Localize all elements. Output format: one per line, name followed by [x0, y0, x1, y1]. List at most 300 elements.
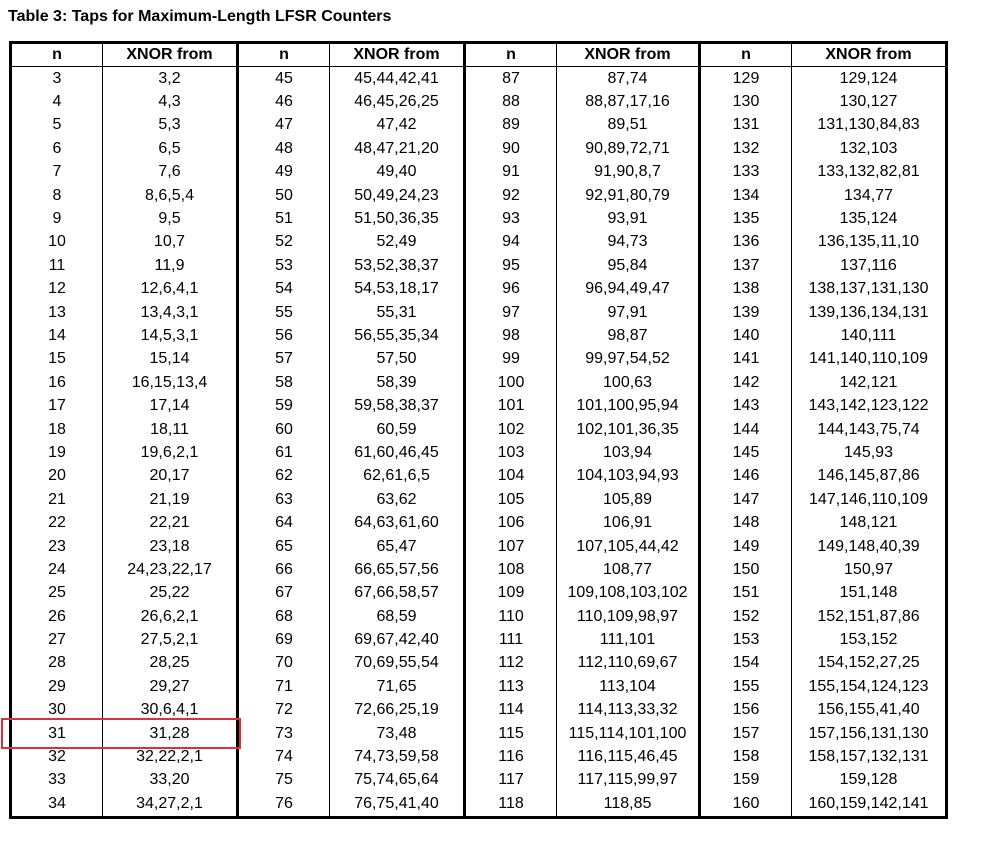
cell-xnor-4: 137,116 [792, 254, 947, 277]
cell-xnor-2: 74,73,59,58 [330, 745, 465, 768]
cell-n-4: 156 [700, 699, 792, 722]
cell-n-1: 3 [11, 67, 103, 91]
cell-xnor-4: 151,148 [792, 582, 947, 605]
cell-xnor-1: 5,3 [103, 114, 238, 137]
cell-n-1: 34 [11, 792, 103, 817]
cell-xnor-4: 152,151,87,86 [792, 605, 947, 628]
header-n-2: n [238, 43, 330, 67]
cell-xnor-3: 102,101,36,35 [557, 418, 700, 441]
cell-xnor-1: 31,28 [103, 722, 238, 745]
cell-xnor-1: 3,2 [103, 67, 238, 91]
cell-n-4: 160 [700, 792, 792, 817]
cell-xnor-3: 106,91 [557, 511, 700, 534]
cell-n-4: 147 [700, 488, 792, 511]
cell-xnor-4: 149,148,40,39 [792, 535, 947, 558]
cell-n-3: 115 [465, 722, 557, 745]
cell-n-2: 48 [238, 137, 330, 160]
table-row [11, 278, 947, 301]
cell-n-3: 100 [465, 371, 557, 394]
cell-xnor-3: 114,113,33,32 [557, 699, 700, 722]
cell-xnor-2: 52,49 [330, 231, 465, 254]
cell-xnor-1: 12,6,4,1 [103, 278, 238, 301]
cell-xnor-2: 64,63,61,60 [330, 511, 465, 534]
cell-n-4: 144 [700, 418, 792, 441]
cell-xnor-1: 34,27,2,1 [103, 792, 238, 817]
cell-xnor-1: 18,11 [103, 418, 238, 441]
table-row [11, 488, 947, 511]
cell-xnor-4: 160,159,142,141 [792, 792, 947, 817]
cell-xnor-2: 46,45,26,25 [330, 90, 465, 113]
cell-xnor-3: 96,94,49,47 [557, 278, 700, 301]
table-row [11, 558, 947, 581]
cell-xnor-4: 156,155,41,40 [792, 699, 947, 722]
cell-n-2: 57 [238, 348, 330, 371]
table-row [11, 745, 947, 768]
header-xnor-2: XNOR from [330, 43, 465, 67]
cell-n-1: 24 [11, 558, 103, 581]
table-row [11, 675, 947, 698]
cell-n-4: 133 [700, 161, 792, 184]
cell-xnor-4: 158,157,132,131 [792, 745, 947, 768]
cell-xnor-4: 138,137,131,130 [792, 278, 947, 301]
cell-xnor-1: 7,6 [103, 161, 238, 184]
cell-n-1: 13 [11, 301, 103, 324]
cell-xnor-3: 111,101 [557, 628, 700, 651]
cell-n-4: 134 [700, 184, 792, 207]
cell-n-4: 131 [700, 114, 792, 137]
cell-n-2: 60 [238, 418, 330, 441]
cell-n-1: 26 [11, 605, 103, 628]
cell-n-4: 155 [700, 675, 792, 698]
cell-n-3: 117 [465, 769, 557, 792]
table-row [11, 301, 947, 324]
cell-xnor-4: 131,130,84,83 [792, 114, 947, 137]
cell-n-1: 8 [11, 184, 103, 207]
cell-xnor-3: 118,85 [557, 792, 700, 817]
cell-n-3: 92 [465, 184, 557, 207]
table-row [11, 792, 947, 817]
cell-n-2: 74 [238, 745, 330, 768]
cell-n-4: 130 [700, 90, 792, 113]
cell-n-4: 151 [700, 582, 792, 605]
cell-xnor-4: 154,152,27,25 [792, 652, 947, 675]
cell-xnor-4: 150,97 [792, 558, 947, 581]
table-row [11, 628, 947, 651]
cell-xnor-2: 57,50 [330, 348, 465, 371]
cell-xnor-2: 47,42 [330, 114, 465, 137]
cell-xnor-3: 105,89 [557, 488, 700, 511]
cell-xnor-2: 60,59 [330, 418, 465, 441]
cell-n-4: 158 [700, 745, 792, 768]
cell-n-1: 10 [11, 231, 103, 254]
cell-n-3: 91 [465, 161, 557, 184]
cell-xnor-1: 14,5,3,1 [103, 324, 238, 347]
cell-xnor-3: 103,94 [557, 441, 700, 464]
cell-xnor-3: 88,87,17,16 [557, 90, 700, 113]
cell-n-1: 25 [11, 582, 103, 605]
table-row [11, 441, 947, 464]
cell-n-3: 87 [465, 67, 557, 91]
cell-xnor-2: 65,47 [330, 535, 465, 558]
cell-n-3: 99 [465, 348, 557, 371]
cell-xnor-4: 143,142,123,122 [792, 394, 947, 417]
cell-xnor-2: 59,58,38,37 [330, 394, 465, 417]
table-row [11, 769, 947, 792]
cell-n-1: 32 [11, 745, 103, 768]
cell-n-3: 114 [465, 699, 557, 722]
cell-xnor-4: 140,111 [792, 324, 947, 347]
cell-n-1: 7 [11, 161, 103, 184]
cell-n-3: 109 [465, 582, 557, 605]
cell-n-2: 49 [238, 161, 330, 184]
cell-n-2: 47 [238, 114, 330, 137]
cell-xnor-2: 53,52,38,37 [330, 254, 465, 277]
header-n-3: n [465, 43, 557, 67]
cell-n-1: 14 [11, 324, 103, 347]
header-xnor-3: XNOR from [557, 43, 700, 67]
table-row [11, 348, 947, 371]
cell-n-2: 56 [238, 324, 330, 347]
cell-xnor-2: 48,47,21,20 [330, 137, 465, 160]
cell-xnor-1: 20,17 [103, 465, 238, 488]
cell-xnor-1: 30,6,4,1 [103, 699, 238, 722]
cell-n-1: 6 [11, 137, 103, 160]
cell-n-4: 142 [700, 371, 792, 394]
cell-n-4: 152 [700, 605, 792, 628]
cell-xnor-3: 98,87 [557, 324, 700, 347]
cell-xnor-3: 113,104 [557, 675, 700, 698]
cell-n-4: 154 [700, 652, 792, 675]
table-row [11, 652, 947, 675]
cell-n-3: 90 [465, 137, 557, 160]
cell-n-1: 12 [11, 278, 103, 301]
cell-xnor-1: 32,22,2,1 [103, 745, 238, 768]
cell-n-3: 118 [465, 792, 557, 817]
table-row [11, 161, 947, 184]
cell-xnor-4: 157,156,131,130 [792, 722, 947, 745]
cell-n-3: 104 [465, 465, 557, 488]
cell-n-3: 88 [465, 90, 557, 113]
cell-xnor-3: 109,108,103,102 [557, 582, 700, 605]
cell-xnor-4: 153,152 [792, 628, 947, 651]
cell-xnor-3: 99,97,54,52 [557, 348, 700, 371]
cell-xnor-3: 91,90,8,7 [557, 161, 700, 184]
table-row [11, 394, 947, 417]
cell-n-2: 58 [238, 371, 330, 394]
cell-n-1: 21 [11, 488, 103, 511]
cell-xnor-3: 117,115,99,97 [557, 769, 700, 792]
cell-xnor-2: 69,67,42,40 [330, 628, 465, 651]
table-row [11, 254, 947, 277]
cell-n-2: 50 [238, 184, 330, 207]
table-row [11, 90, 947, 113]
table-header-row [11, 43, 947, 67]
cell-n-1: 19 [11, 441, 103, 464]
cell-xnor-4: 147,146,110,109 [792, 488, 947, 511]
cell-xnor-3: 108,77 [557, 558, 700, 581]
cell-xnor-3: 93,91 [557, 207, 700, 230]
cell-xnor-3: 115,114,101,100 [557, 722, 700, 745]
cell-n-1: 33 [11, 769, 103, 792]
cell-n-4: 159 [700, 769, 792, 792]
cell-xnor-2: 55,31 [330, 301, 465, 324]
cell-n-4: 129 [700, 67, 792, 91]
cell-n-3: 112 [465, 652, 557, 675]
cell-n-1: 16 [11, 371, 103, 394]
cell-xnor-2: 54,53,18,17 [330, 278, 465, 301]
cell-xnor-4: 142,121 [792, 371, 947, 394]
cell-xnor-3: 87,74 [557, 67, 700, 91]
cell-n-4: 148 [700, 511, 792, 534]
cell-xnor-3: 100,63 [557, 371, 700, 394]
cell-xnor-2: 50,49,24,23 [330, 184, 465, 207]
cell-n-3: 103 [465, 441, 557, 464]
cell-n-2: 76 [238, 792, 330, 817]
table-row [11, 67, 947, 91]
table-row [11, 699, 947, 722]
cell-n-3: 105 [465, 488, 557, 511]
cell-xnor-3: 89,51 [557, 114, 700, 137]
cell-xnor-3: 97,91 [557, 301, 700, 324]
cell-xnor-4: 139,136,134,131 [792, 301, 947, 324]
cell-xnor-2: 61,60,46,45 [330, 441, 465, 464]
cell-xnor-2: 71,65 [330, 675, 465, 698]
cell-n-2: 75 [238, 769, 330, 792]
cell-xnor-1: 29,27 [103, 675, 238, 698]
cell-n-1: 22 [11, 511, 103, 534]
cell-n-1: 30 [11, 699, 103, 722]
cell-n-3: 93 [465, 207, 557, 230]
cell-xnor-4: 133,132,82,81 [792, 161, 947, 184]
cell-n-4: 139 [700, 301, 792, 324]
table-row [11, 114, 947, 137]
cell-n-1: 15 [11, 348, 103, 371]
cell-n-3: 96 [465, 278, 557, 301]
cell-n-4: 135 [700, 207, 792, 230]
cell-xnor-4: 146,145,87,86 [792, 465, 947, 488]
table-row [11, 137, 947, 160]
cell-xnor-2: 45,44,42,41 [330, 67, 465, 91]
cell-xnor-2: 62,61,6,5 [330, 465, 465, 488]
cell-n-1: 20 [11, 465, 103, 488]
cell-n-3: 95 [465, 254, 557, 277]
cell-n-2: 63 [238, 488, 330, 511]
cell-xnor-4: 129,124 [792, 67, 947, 91]
lfsr-taps-table [9, 41, 948, 819]
table-row [11, 722, 947, 745]
cell-n-3: 116 [465, 745, 557, 768]
cell-n-3: 110 [465, 605, 557, 628]
cell-n-4: 150 [700, 558, 792, 581]
cell-n-2: 72 [238, 699, 330, 722]
table-body [11, 67, 947, 818]
cell-xnor-1: 27,5,2,1 [103, 628, 238, 651]
table-row [11, 511, 947, 534]
cell-n-2: 54 [238, 278, 330, 301]
cell-n-3: 111 [465, 628, 557, 651]
cell-n-4: 140 [700, 324, 792, 347]
table-row [11, 582, 947, 605]
cell-xnor-4: 155,154,124,123 [792, 675, 947, 698]
cell-xnor-1: 26,6,2,1 [103, 605, 238, 628]
cell-n-2: 45 [238, 67, 330, 91]
cell-xnor-1: 16,15,13,4 [103, 371, 238, 394]
cell-xnor-1: 17,14 [103, 394, 238, 417]
cell-n-2: 71 [238, 675, 330, 698]
cell-n-1: 4 [11, 90, 103, 113]
cell-xnor-4: 159,128 [792, 769, 947, 792]
cell-n-2: 46 [238, 90, 330, 113]
table-row [11, 418, 947, 441]
cell-xnor-1: 23,18 [103, 535, 238, 558]
cell-n-3: 106 [465, 511, 557, 534]
cell-xnor-1: 33,20 [103, 769, 238, 792]
header-n-1: n [11, 43, 103, 67]
cell-xnor-1: 22,21 [103, 511, 238, 534]
cell-xnor-4: 144,143,75,74 [792, 418, 947, 441]
cell-n-3: 98 [465, 324, 557, 347]
cell-xnor-4: 136,135,11,10 [792, 231, 947, 254]
table-row [11, 371, 947, 394]
cell-n-2: 69 [238, 628, 330, 651]
cell-xnor-2: 76,75,41,40 [330, 792, 465, 817]
cell-xnor-2: 63,62 [330, 488, 465, 511]
cell-xnor-4: 148,121 [792, 511, 947, 534]
cell-n-3: 113 [465, 675, 557, 698]
cell-xnor-4: 130,127 [792, 90, 947, 113]
cell-n-4: 153 [700, 628, 792, 651]
cell-n-3: 94 [465, 231, 557, 254]
cell-n-4: 137 [700, 254, 792, 277]
cell-xnor-4: 145,93 [792, 441, 947, 464]
table-row [11, 535, 947, 558]
cell-xnor-1: 10,7 [103, 231, 238, 254]
cell-n-4: 145 [700, 441, 792, 464]
cell-n-3: 102 [465, 418, 557, 441]
cell-xnor-2: 56,55,35,34 [330, 324, 465, 347]
cell-xnor-2: 68,59 [330, 605, 465, 628]
cell-n-2: 55 [238, 301, 330, 324]
cell-n-2: 59 [238, 394, 330, 417]
cell-n-2: 62 [238, 465, 330, 488]
table-row [11, 231, 947, 254]
cell-n-1: 29 [11, 675, 103, 698]
cell-n-1: 28 [11, 652, 103, 675]
header-n-4: n [700, 43, 792, 67]
cell-xnor-3: 101,100,95,94 [557, 394, 700, 417]
cell-n-1: 27 [11, 628, 103, 651]
cell-xnor-1: 21,19 [103, 488, 238, 511]
cell-xnor-2: 51,50,36,35 [330, 207, 465, 230]
cell-n-4: 157 [700, 722, 792, 745]
table-row [11, 324, 947, 347]
cell-xnor-2: 75,74,65,64 [330, 769, 465, 792]
cell-xnor-1: 4,3 [103, 90, 238, 113]
cell-xnor-3: 95,84 [557, 254, 700, 277]
cell-xnor-2: 66,65,57,56 [330, 558, 465, 581]
cell-n-1: 18 [11, 418, 103, 441]
cell-xnor-1: 6,5 [103, 137, 238, 160]
cell-xnor-3: 90,89,72,71 [557, 137, 700, 160]
cell-xnor-1: 11,9 [103, 254, 238, 277]
cell-n-3: 108 [465, 558, 557, 581]
cell-n-2: 68 [238, 605, 330, 628]
cell-n-2: 64 [238, 511, 330, 534]
cell-n-3: 101 [465, 394, 557, 417]
cell-xnor-3: 116,115,46,45 [557, 745, 700, 768]
cell-xnor-4: 135,124 [792, 207, 947, 230]
cell-n-2: 73 [238, 722, 330, 745]
cell-n-4: 146 [700, 465, 792, 488]
lfsr-taps-table-container [9, 41, 948, 819]
cell-n-4: 136 [700, 231, 792, 254]
cell-n-1: 5 [11, 114, 103, 137]
cell-xnor-4: 141,140,110,109 [792, 348, 947, 371]
table-row [11, 184, 947, 207]
cell-n-4: 149 [700, 535, 792, 558]
cell-n-4: 132 [700, 137, 792, 160]
cell-n-1: 9 [11, 207, 103, 230]
table-row [11, 605, 947, 628]
cell-xnor-3: 104,103,94,93 [557, 465, 700, 488]
cell-xnor-2: 58,39 [330, 371, 465, 394]
cell-n-2: 51 [238, 207, 330, 230]
cell-xnor-1: 9,5 [103, 207, 238, 230]
cell-xnor-3: 112,110,69,67 [557, 652, 700, 675]
cell-xnor-4: 134,77 [792, 184, 947, 207]
cell-n-2: 66 [238, 558, 330, 581]
header-xnor-1: XNOR from [103, 43, 238, 67]
cell-n-1: 17 [11, 394, 103, 417]
table-title: Table 3: Taps for Maximum-Length LFSR Counters [8, 8, 392, 25]
cell-n-3: 97 [465, 301, 557, 324]
cell-xnor-2: 73,48 [330, 722, 465, 745]
cell-xnor-3: 107,105,44,42 [557, 535, 700, 558]
cell-n-2: 67 [238, 582, 330, 605]
cell-xnor-2: 67,66,58,57 [330, 582, 465, 605]
cell-n-4: 143 [700, 394, 792, 417]
cell-xnor-1: 24,23,22,17 [103, 558, 238, 581]
cell-xnor-1: 19,6,2,1 [103, 441, 238, 464]
cell-xnor-1: 13,4,3,1 [103, 301, 238, 324]
cell-n-3: 107 [465, 535, 557, 558]
cell-xnor-2: 49,40 [330, 161, 465, 184]
cell-n-2: 53 [238, 254, 330, 277]
cell-xnor-2: 72,66,25,19 [330, 699, 465, 722]
cell-n-2: 52 [238, 231, 330, 254]
cell-n-4: 141 [700, 348, 792, 371]
table-row [11, 465, 947, 488]
cell-n-1: 11 [11, 254, 103, 277]
cell-xnor-3: 94,73 [557, 231, 700, 254]
cell-xnor-3: 110,109,98,97 [557, 605, 700, 628]
cell-xnor-1: 15,14 [103, 348, 238, 371]
cell-xnor-2: 70,69,55,54 [330, 652, 465, 675]
cell-n-2: 70 [238, 652, 330, 675]
cell-xnor-1: 8,6,5,4 [103, 184, 238, 207]
cell-xnor-1: 25,22 [103, 582, 238, 605]
header-xnor-4: XNOR from [792, 43, 947, 67]
cell-xnor-3: 92,91,80,79 [557, 184, 700, 207]
table-row [11, 207, 947, 230]
cell-xnor-1: 28,25 [103, 652, 238, 675]
cell-n-1: 23 [11, 535, 103, 558]
cell-n-4: 138 [700, 278, 792, 301]
cell-n-3: 89 [465, 114, 557, 137]
cell-n-2: 61 [238, 441, 330, 464]
cell-n-2: 65 [238, 535, 330, 558]
cell-n-1: 31 [11, 722, 103, 745]
